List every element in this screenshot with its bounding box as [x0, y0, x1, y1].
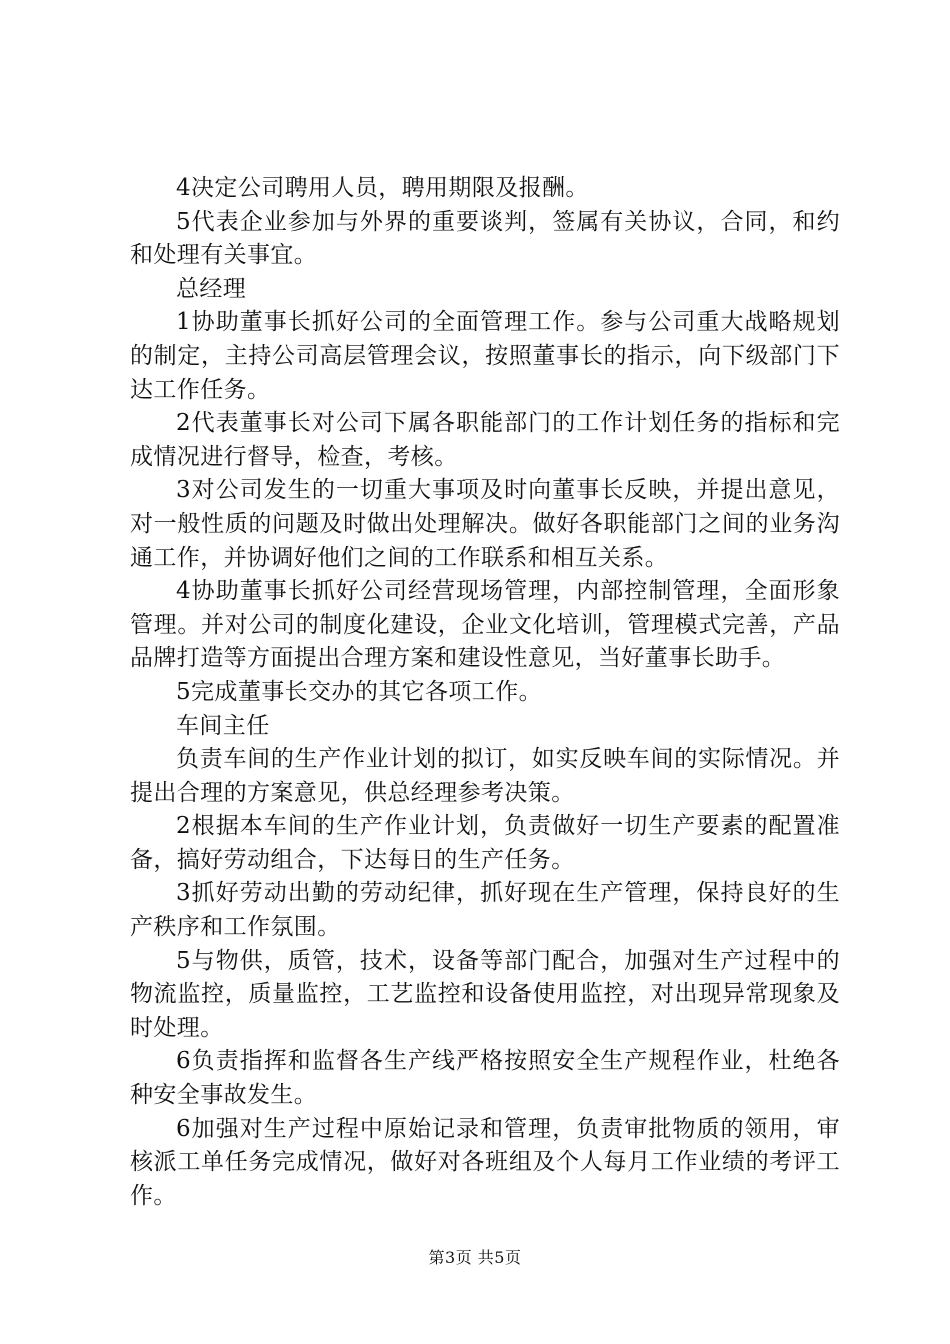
section-heading-workshop-director: 车间主任 [176, 712, 270, 739]
paragraph-wd-item-6-safety: 6负责指挥和监督各生产线严格按照安全生产规程作业，杜绝各种安全事故发生。 [130, 1048, 840, 1109]
paragraph-item-4-hiring: 4决定公司聘用人员，聘用期限及报酬。 [176, 175, 589, 201]
paragraph-wd-item-1: 负责车间的生产作业计划的拟订，如实反映车间的实际情况。并提出合理的方案意见，供总经理参考决策。 [130, 746, 840, 806]
paragraph-gm-item-4: 4协助董事长抓好公司经营现场管理，内部控制管理，全面形象管理。并对公司的制度化建设，企业文化培训，管理模式完善，产品品牌打造等方面提出合理方案和建设性意见，当好董事长助手。 [130, 578, 840, 672]
paragraph-gm-item-3: 3对公司发生的一切重大事项及时向董事长反映，并提出意见，对一般性质的问题及时做出处理解决。做好各职能部门之间的业务沟通工作，并协调好他们之间的工作联系和相互关系。 [130, 477, 840, 571]
section-heading-general-manager: 总经理 [176, 275, 247, 302]
paragraph-gm-item-1: 1协助董事长抓好公司的全面管理工作。参与公司重大战略规划的制定，主持公司高层管理会议，按照董事长的指示，向下级部门下达工作任务。 [130, 309, 840, 403]
paragraph-gm-item-2: 2代表董事长对公司下属各职能部门的工作计划任务的指标和完成情况进行督导，检查，考核。 [130, 410, 840, 470]
page-number-footer: 第3页 共5页 [428, 1248, 522, 1267]
paragraph-wd-item-2: 2根据本车间的生产作业计划，负责做好一切生产要素的配置准备，搞好劳动组合，下达每日的生产任务。 [130, 813, 840, 873]
document-body [130, 172, 840, 1213]
paragraph-wd-item-6-records: 6加强对生产过程中原始记录和管理，负责审批物质的领用，审核派工单任务完成情况，做好对各班组及个人每月工作业绩的考评工作。 [130, 1115, 840, 1209]
paragraph-wd-item-5: 5与物供，质管，技术，设备等部门配合，加强对生产过程中的物流监控，质量监控，工艺监控和设备使用监控，对出现异常现象及时处理。 [130, 947, 840, 1041]
paragraph-item-5-negotiation: 5代表企业参加与外界的重要谈判，签属有关协议，合同，和约和处理有关事宜。 [130, 208, 840, 269]
paragraph-wd-item-3: 3抓好劳动出勤的劳动纪律，抓好现在生产管理，保持良好的生产秩序和工作氛围。 [130, 880, 840, 941]
paragraph-gm-item-5: 5完成董事长交办的其它各项工作。 [176, 678, 543, 705]
